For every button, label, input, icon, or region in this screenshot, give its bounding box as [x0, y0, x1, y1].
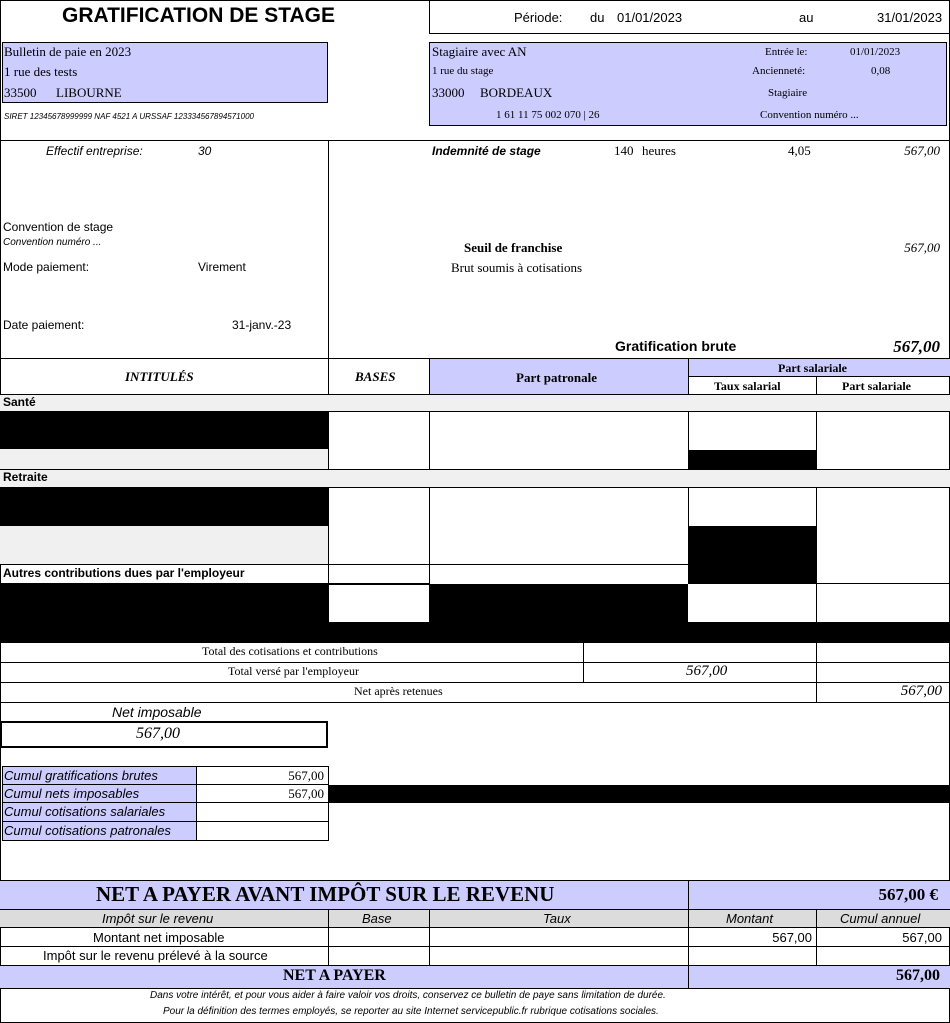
payment-date-value: 31-janv.-23 — [232, 318, 292, 332]
intern-convention: Convention numéro ... — [760, 109, 859, 121]
header-patronale: Part patronale — [516, 370, 597, 385]
net-apres-retenues-label: Net après retenues — [354, 684, 443, 698]
net-before-tax-amount: 567,00 € — [878, 885, 938, 904]
sante-redacted-label — [0, 411, 328, 449]
tax-row1-montant: 567,00 — [772, 930, 812, 945]
tax-header-cumul: Cumul annuel — [840, 911, 921, 926]
header-salariale-group: Part salariale — [778, 361, 847, 375]
intern-status: Stagiaire — [768, 87, 808, 99]
tax-header-label: Impôt sur le revenu — [102, 911, 214, 926]
intern-postcode: 33000 — [432, 85, 465, 100]
net-apres-retenues-amount: 567,00 — [900, 683, 942, 699]
period-du-label: du — [590, 10, 605, 25]
tax-header-taux: Taux — [543, 911, 571, 926]
cumul-value: 567,00 — [288, 786, 324, 801]
retraite-redacted-label — [0, 488, 328, 525]
intern-name: Stagiaire avec AN — [432, 44, 527, 59]
retraite-redacted-rate — [688, 526, 816, 583]
effectif-value: 30 — [198, 144, 212, 158]
period-au-label: au — [799, 10, 814, 25]
indemnite-label: Indemnité de stage — [432, 144, 541, 158]
sante-redacted-rate — [688, 450, 816, 469]
header-bases: BASES — [355, 369, 396, 384]
intern-ssn: 1 61 11 75 002 070 | 26 — [496, 109, 600, 121]
cumul-label: Cumul nets imposables — [4, 786, 140, 801]
indemnite-hours-unit: heures — [642, 143, 676, 158]
tax-header-base: Base — [362, 911, 392, 926]
seniority-value: 0,08 — [871, 65, 891, 77]
net-a-payer-amount: 567,00 — [896, 967, 940, 984]
page-title: GRATIFICATION DE STAGE — [62, 4, 335, 27]
net-imposable-label: Net imposable — [112, 704, 202, 720]
employer-line1: Bulletin de paie en 2023 — [4, 44, 132, 59]
net-a-payer-bar — [0, 965, 950, 989]
total-cotisations-label: Total des cotisations et contributions — [202, 644, 378, 658]
cumul-label: Cumul gratifications brutes — [4, 768, 158, 783]
retraite-row-bg — [0, 526, 328, 564]
sante-row-bg — [0, 449, 328, 469]
indemnite-rate: 4,05 — [788, 143, 811, 158]
section-retraite-label: Retraite — [3, 470, 48, 484]
header-taux: Taux salarial — [714, 379, 781, 393]
period-box — [429, 0, 950, 34]
brut-soumis-label: Brut soumis à cotisations — [451, 260, 583, 275]
net-before-tax-label: NET A PAYER AVANT IMPÔT SUR LE REVENU — [96, 882, 555, 906]
employer-line2: 1 rue des tests — [4, 64, 78, 79]
payment-date-label: Date paiement: — [3, 318, 85, 332]
period-start: 01/01/2023 — [617, 10, 683, 25]
employer-siret: SIRET 12345678999999 NAF 4521 A URSSAF 123334567894571000 — [4, 112, 254, 121]
section-sante-label: Santé — [3, 395, 36, 409]
employer-city: LIBOURNE — [56, 85, 122, 100]
total-verse-amount: 567,00 — [686, 663, 728, 679]
effectif-label: Effectif entreprise: — [46, 144, 143, 158]
intern-address: 1 rue du stage — [432, 65, 494, 77]
convention-number: Convention numéro ... — [3, 237, 102, 248]
cumul-redacted-bar — [329, 785, 950, 803]
autres-redacted-bottom — [0, 622, 950, 642]
entry-date: 01/01/2023 — [850, 46, 901, 58]
section-autres-label: Autres contributions dues par l'employeur — [3, 566, 245, 580]
cumul-label: Cumul cotisations salariales — [4, 804, 166, 819]
cumul-label: Cumul cotisations patronales — [4, 823, 171, 838]
employer-postcode: 33500 — [4, 85, 37, 100]
net-a-payer-label: NET A PAYER — [283, 967, 386, 984]
total-verse-label: Total versé par l'employeur — [228, 664, 359, 678]
cumul-value: 567,00 — [288, 768, 324, 783]
tax-header-montant: Montant — [726, 911, 773, 926]
period-end: 31/01/2023 — [877, 10, 943, 25]
seuil-label: Seuil de franchise — [464, 240, 563, 255]
gross-amount: 567,00 — [893, 337, 940, 356]
indemnite-amount: 567,00 — [904, 143, 940, 158]
net-imposable-value: 567,00 — [136, 725, 180, 742]
section-retraite-bar — [0, 470, 950, 487]
tax-row1-cumul: 567,00 — [902, 930, 942, 945]
gross-label: Gratification brute — [615, 338, 737, 354]
footer-line2: Pour la définition des termes employés, se reporter au site Internet servicepublic.fr rubrique cotisations sociales. — [163, 1006, 659, 1017]
payment-mode-label: Mode paiement: — [3, 260, 90, 274]
convention-label: Convention de stage — [3, 220, 114, 234]
section-sante-bar — [0, 395, 950, 411]
period-label: Période: — [514, 10, 563, 25]
footer-line1: Dans votre intérêt, et pour vous aider à faire valoir vos droits, conservez ce bulletin de paye sans limitation de durée. — [150, 990, 666, 1001]
tax-row2-label: Impôt sur le revenu prélevé à la source — [43, 948, 268, 963]
seuil-amount: 567,00 — [904, 240, 940, 255]
header-salariale: Part salariale — [842, 379, 911, 393]
tax-row1-label: Montant net imposable — [93, 930, 225, 945]
payment-mode-value: Virement — [198, 260, 246, 274]
header-intitules: INTITULÉS — [125, 369, 194, 384]
entry-label: Entrée le: — [765, 46, 808, 58]
intern-city: BORDEAUX — [480, 85, 553, 100]
seniority-label: Ancienneté: — [752, 65, 806, 77]
indemnite-hours: 140 — [614, 143, 634, 158]
